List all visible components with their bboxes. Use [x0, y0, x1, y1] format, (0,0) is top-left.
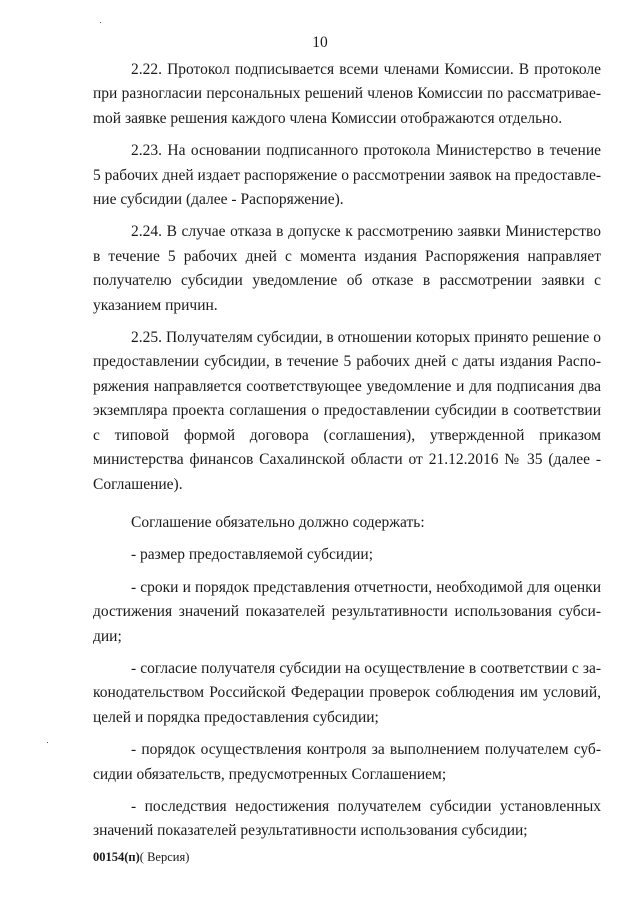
agreement-intro: Соглашение обязательно должно содержать:: [131, 513, 425, 531]
paragraph-2-24: 2.24. В случае отказа в допуске к рассмотрению заявки Министерство в течение 5 рабочих дней с момента издания Распоряжения направляет получателю субсидии уведомление об отказе в рассмотрении заявки с указанием причин.: [93, 223, 601, 314]
document-footer: [93, 850, 189, 865]
paragraph-2-23: 2.23. На основании подписанного протокола Министерство в течение 5 рабочих дней издает распоряжение о рассмотрении заявок на предоставление субсидии (далее - Распоряжение).: [93, 142, 601, 209]
list-item-consent: - согласие получателя субсидии на осуществление в соответствии с законодательством Российской Федерации проверок соблюдения им условий, целей и порядка предоставления субсидии;: [93, 659, 601, 726]
list-item-consequences: - последствия недостижения получателем субсидии установленных значений показателей результативности использования субсидии;: [93, 797, 601, 840]
list-item-subsidy-amount: - размер предоставляемой субсидии;: [131, 546, 373, 564]
paragraph-2-22: 2.22. Протокол подписывается всеми членами Комиссии. В протоколе при разногласии персональных решений членов Комиссии по рассматриваеmой заявке решения каждого члена Комиссии отображаются отдельно.: [93, 61, 601, 127]
document-version: ( Версия): [139, 850, 190, 864]
document-body: [93, 58, 601, 852]
scan-speck-left: [47, 742, 48, 743]
list-item-reporting: - сроки и порядок представления отчетности, необходимой для оценки достижения значений показателей результативности использования субсидии;: [93, 578, 601, 645]
paragraph-2-25: 2.25. Получателям субсидии, в отношении которых принято решение о предоставлении субсидии, в течение 5 рабочих дней с даты издания Распоряжения направляется соответствующее уведомление и для подписания два экземпляра проекта соглашения о предоставлении субсидии в соответствии с типовой формой договора (соглашения), утвержденной приказом министерства финансов Сахалинской области от 21.12.2016 № 35 (далее - Соглашение).: [93, 329, 601, 493]
scan-speck-top: [100, 22, 101, 23]
document-code: 00154(п): [93, 850, 140, 864]
page-number: 10: [312, 34, 328, 51]
list-item-control: - порядок осуществления контроля за выполнением получателем субсидии обязательств, предусмотренных Соглашением;: [93, 741, 601, 783]
